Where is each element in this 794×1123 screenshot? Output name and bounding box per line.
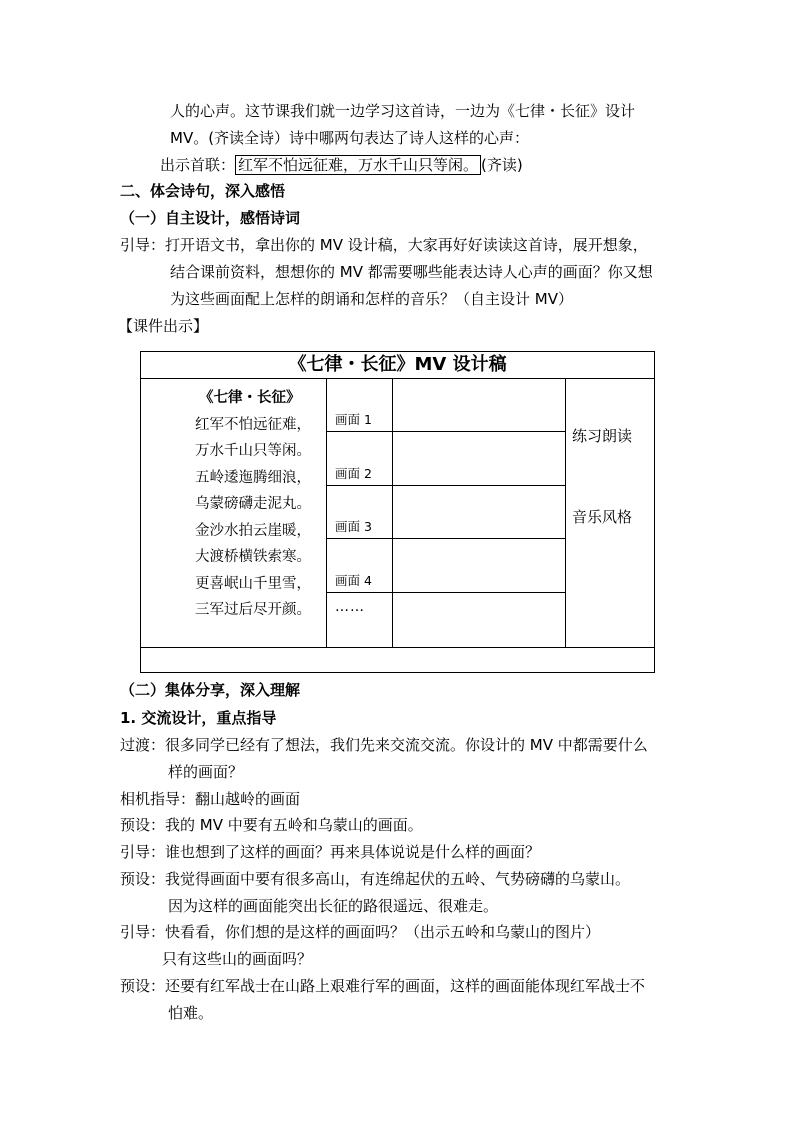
- frame-label-column: [327, 379, 393, 648]
- poem-line: 乌蒙磅礴走泥丸。: [195, 496, 311, 512]
- text-line: 【课件出示】: [118, 317, 209, 335]
- poem-line: 红军不怕远征难，: [195, 416, 311, 433]
- section-heading: 二、体会诗句，深入感悟: [120, 182, 286, 200]
- table-bottom-row: [141, 648, 655, 673]
- table-title: 《七律・长征》MV 设计稿: [141, 352, 655, 379]
- frame-label-cell: 画面 4: [327, 539, 392, 592]
- text-line: 预设：还要有红军战士在山路上艰难行军的画面，这样的画面能体现红军战士不: [120, 977, 646, 995]
- text-line-first-couplet: [160, 155, 523, 175]
- frame-label-cell: 画面 1: [327, 379, 392, 432]
- text-line: MV。(齐读全诗）诗中哪两句表达了诗人这样的心声：: [170, 129, 530, 147]
- frame-design-box: [393, 593, 565, 646]
- practice-reading-label: 练习朗读: [572, 427, 633, 445]
- highlighted-couplet: 红军不怕远征难，万水千山只等闲。: [235, 155, 481, 175]
- frame-design-box: [393, 486, 565, 539]
- text-line: 样的画面？: [168, 763, 244, 781]
- frame-label-cell: ……: [335, 598, 365, 615]
- side-label-column: [566, 379, 655, 648]
- prefix-label: 出示首联：: [160, 156, 236, 174]
- subsection-heading: 1. 交流设计，重点指导: [120, 709, 277, 727]
- poem-line: 三军过后尽开颜。: [195, 602, 311, 618]
- text-line: 引导：打开语文书，拿出你的 MV 设计稿，大家再好好读读这首诗，展开想象，: [120, 236, 648, 254]
- text-line: 相机指导：翻山越岭的画面: [120, 790, 301, 808]
- text-line: 人的心声。这节课我们就一边学习这首诗，一边为《七律・长征》设计: [170, 102, 636, 120]
- suffix-label: (齐读): [481, 156, 523, 174]
- frame-design-column: [393, 379, 566, 648]
- text-line: 怕难。: [168, 1004, 214, 1022]
- poem-line: 五岭逶迤腾细浪，: [195, 469, 311, 486]
- text-line: 为这些画面配上怎样的朗诵和怎样的音乐？（自主设计 MV）: [170, 290, 573, 308]
- frame-label-cell: 画面 2: [327, 432, 392, 485]
- frame-design-box: [393, 539, 565, 592]
- poem-line: 大渡桥横铁索寒。: [195, 549, 311, 565]
- frame-label-cell: 画面 3: [327, 486, 392, 539]
- music-style-label: 音乐风格: [572, 508, 633, 526]
- poem-line: 万水千山只等闲。: [195, 443, 311, 459]
- frame-design-box: [393, 432, 565, 485]
- poem-cell: [141, 379, 327, 648]
- poem-line: 金沙水拍云崖暖，: [195, 522, 311, 539]
- text-line: 因为这样的画面能突出长征的路很遥远、很难走。: [168, 897, 499, 915]
- subsection-heading: （一）自主设计，感悟诗词: [120, 209, 301, 227]
- text-line: 结合课前资料，想想你的 MV 都需要哪些能表达诗人心声的画面？你又想: [170, 263, 653, 281]
- text-line: 引导：谁也想到了这样的画面？再来具体说说是什么样的画面？: [120, 843, 541, 861]
- frame-design-box: [393, 379, 565, 432]
- text-line: 引导：快看看，你们想的是这样的画面吗？（出示五岭和乌蒙山的图片）: [120, 923, 601, 941]
- poem-line: 更喜岷山千里雪，: [195, 575, 311, 592]
- text-line: 预设：我觉得画面中要有很多高山，有连绵起伏的五岭、气势磅礴的乌蒙山。: [120, 870, 631, 888]
- text-line: 只有这些山的画面吗？: [162, 950, 313, 968]
- subsection-heading: （二）集体分享，深入理解: [120, 681, 301, 699]
- text-line: 预设：我的 MV 中要有五岭和乌蒙山的画面。: [120, 816, 423, 834]
- poem-title: 《七律・长征》: [199, 390, 301, 406]
- mv-design-table: [140, 351, 655, 673]
- text-line: 过渡：很多同学已经有了想法，我们先来交流交流。你设计的 MV 中都需要什么: [120, 736, 648, 754]
